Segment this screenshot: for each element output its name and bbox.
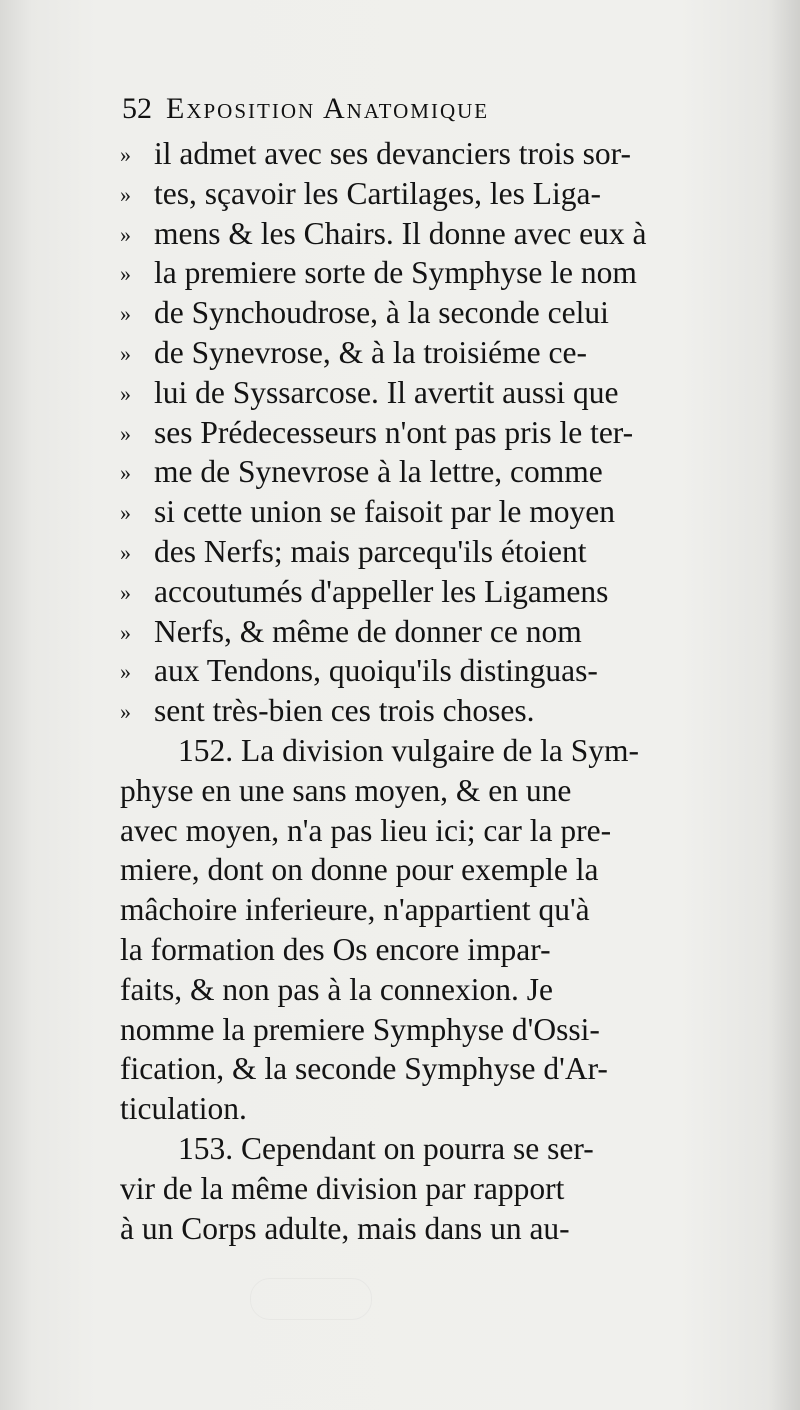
paragraph-line: avec moyen, n'a pas lieu ici; car la pre- <box>120 812 612 848</box>
paragraph-line: à un Corps adulte, mais dans un au- <box>120 1210 570 1246</box>
quoted-line <box>120 572 740 612</box>
quote-mark: » <box>120 261 131 287</box>
quote-mark: » <box>120 181 131 207</box>
paragraph-line: mâchoire inferieure, n'appartient qu'à <box>120 892 590 928</box>
quoted-line <box>120 333 740 373</box>
paragraph-153 <box>120 1129 740 1248</box>
line-text: lui de Syssarcose. Il avertit aussi que <box>154 374 619 410</box>
paragraph-line: 152. La division vulgaire de la Sym- <box>178 732 640 768</box>
quoted-line <box>120 134 740 174</box>
page-number: 52 <box>122 92 152 125</box>
paragraph-line: ticulation. <box>120 1091 247 1127</box>
quote-mark: » <box>120 380 131 406</box>
quoted-line <box>120 612 740 652</box>
line-text: de Synchoudrose, à la seconde celui <box>154 295 609 331</box>
body-text <box>120 134 740 1248</box>
quote-mark: » <box>120 142 131 167</box>
line-text: il admet avec ses devanciers trois sor- <box>154 136 631 171</box>
line-text: tes, sçavoir les Cartilages, les Liga- <box>154 175 601 211</box>
quote-mark: » <box>120 340 131 366</box>
paragraph-line: nomme la premiere Symphyse d'Ossi- <box>120 1011 600 1047</box>
line-text: aux Tendons, quoiqu'ils distinguas- <box>154 653 598 689</box>
line-text: Nerfs, & même de donner ce nom <box>154 613 582 649</box>
quoted-line <box>120 174 740 214</box>
paragraph-line: fication, & la seconde Symphyse d'Ar- <box>120 1051 608 1087</box>
paragraph-line: physe en une sans moyen, & en une <box>120 772 572 808</box>
line-text: sent très-bien ces trois choses. <box>154 693 535 729</box>
quote-mark: » <box>120 301 131 327</box>
quote-mark: » <box>120 420 131 446</box>
line-text: la premiere sorte de Symphyse le nom <box>154 255 637 291</box>
bleed-through-mark <box>250 1278 372 1320</box>
line-text: me de Synevrose à la lettre, comme <box>154 454 603 490</box>
quoted-line <box>120 413 740 453</box>
quote-mark: » <box>120 460 131 486</box>
quoted-line <box>120 492 740 532</box>
quoted-line <box>120 253 740 293</box>
paragraph-line: faits, & non pas à la connexion. Je <box>120 971 554 1007</box>
line-text: des Nerfs; mais parcequ'ils étoient <box>154 533 587 569</box>
running-title: Exposition Anatomique <box>166 92 490 125</box>
running-header <box>122 86 682 132</box>
quote-mark: » <box>120 579 131 605</box>
quoted-passage <box>120 134 740 731</box>
paragraph-152 <box>120 731 740 1129</box>
quote-mark: » <box>120 221 131 247</box>
quoted-line <box>120 691 740 731</box>
line-text: ses Prédecesseurs n'ont pas pris le ter- <box>154 414 634 450</box>
line-text: mens & les Chairs. Il donne avec eux à <box>154 215 647 251</box>
quoted-line <box>120 651 740 691</box>
line-text: accoutumés d'appeller les Ligamens <box>154 573 609 609</box>
paragraph-line: la formation des Os encore impar- <box>120 931 551 967</box>
quoted-line <box>120 373 740 413</box>
quoted-line <box>120 532 740 572</box>
line-text: si cette union se faisoit par le moyen <box>154 494 615 530</box>
line-text: de Synevrose, & à la troisiéme ce- <box>154 334 587 370</box>
quote-mark: » <box>120 500 131 526</box>
paragraph-line: 153. Cependant on pourra se ser- <box>178 1130 594 1166</box>
quoted-line <box>120 214 740 254</box>
paragraph-line: vir de la même division par rapport <box>120 1170 565 1206</box>
quote-mark: » <box>120 699 131 725</box>
quote-mark: » <box>120 659 131 685</box>
quoted-line <box>120 452 740 492</box>
quote-mark: » <box>120 539 131 565</box>
quote-mark: » <box>120 619 131 645</box>
paragraph-line: miere, dont on donne pour exemple la <box>120 852 599 888</box>
quoted-line <box>120 293 740 333</box>
